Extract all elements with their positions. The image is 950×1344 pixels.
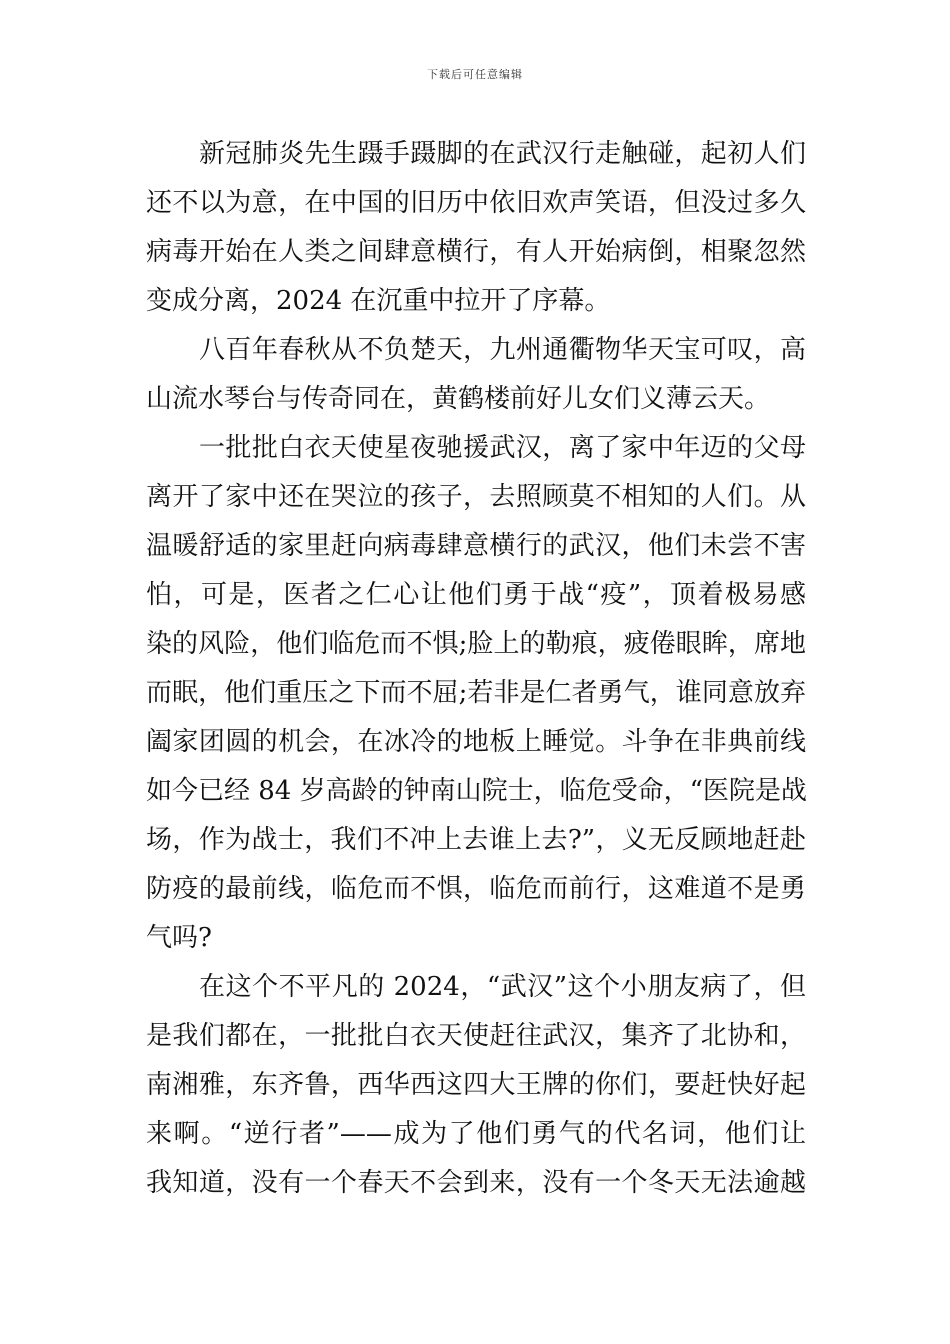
text-line: 气吗? [146, 923, 212, 953]
text-line: 场，作为战士，我们不冲上去谁上去?”，义无反顾地赶赴 [146, 825, 806, 855]
text-line: 如今已经 84 岁高龄的钟南山院士，临危受命，“医院是战 [146, 776, 807, 806]
paragraph-3 [146, 424, 806, 963]
text-line: 病毒开始在人类之间肆意横行，有人开始病倒，相聚忽然 [146, 237, 806, 267]
text-line: 变成分离，2024 在沉重中拉开了序幕。 [146, 286, 611, 316]
paragraph-2 [146, 326, 806, 424]
text-line: 新冠肺炎先生蹑手蹑脚的在武汉行走触碰，起初人们 [199, 139, 806, 169]
text-line: 一批批白衣天使星夜驰援武汉，离了家中年迈的父母 [199, 433, 806, 463]
text-line: 我知道，没有一个春天不会到来，没有一个冬天无法逾越 [146, 1168, 806, 1198]
paragraph-4 [146, 963, 806, 1208]
text-line: 怕，可是，医者之仁心让他们勇于战“疫”，顶着极易感 [146, 580, 806, 610]
document-body [146, 130, 806, 1208]
text-line: 在这个不平凡的 2024，“武汉”这个小朋友病了，但 [199, 972, 806, 1002]
page-header: 下载后可任意编辑 [427, 68, 523, 81]
text-line: 阖家团圆的机会，在冰冷的地板上睡觉。斗争在非典前线 [146, 727, 806, 757]
text-line: 还不以为意，在中国的旧历中依旧欢声笑语，但没过多久 [146, 188, 806, 218]
text-line: 八百年春秋从不负楚天，九州通衢物华天宝可叹，高 [199, 335, 806, 365]
text-line: 南湘雅，东齐鲁，西华西这四大王牌的你们，要赶快好起 [146, 1070, 806, 1100]
text-line: 山流水琴台与传奇同在，黄鹤楼前好儿女们义薄云天。 [146, 384, 771, 414]
text-line: 染的风险，他们临危而不惧;脸上的勒痕，疲倦眼眸，席地 [146, 629, 806, 659]
text-line: 来啊。“逆行者”——成为了他们勇气的代名词，他们让 [146, 1119, 806, 1149]
text-line: 是我们都在，一批批白衣天使赶往武汉，集齐了北协和， [146, 1021, 806, 1051]
paragraph-1 [146, 130, 806, 326]
text-line: 离开了家中还在哭泣的孩子，去照顾莫不相知的人们。从 [146, 482, 806, 512]
text-line: 温暖舒适的家里赶向病毒肆意横行的武汉，他们未尝不害 [146, 531, 806, 561]
text-line: 防疫的最前线，临危而不惧，临危而前行，这难道不是勇 [146, 874, 806, 904]
text-line: 而眠，他们重压之下而不屈;若非是仁者勇气，谁同意放弃 [146, 678, 806, 708]
